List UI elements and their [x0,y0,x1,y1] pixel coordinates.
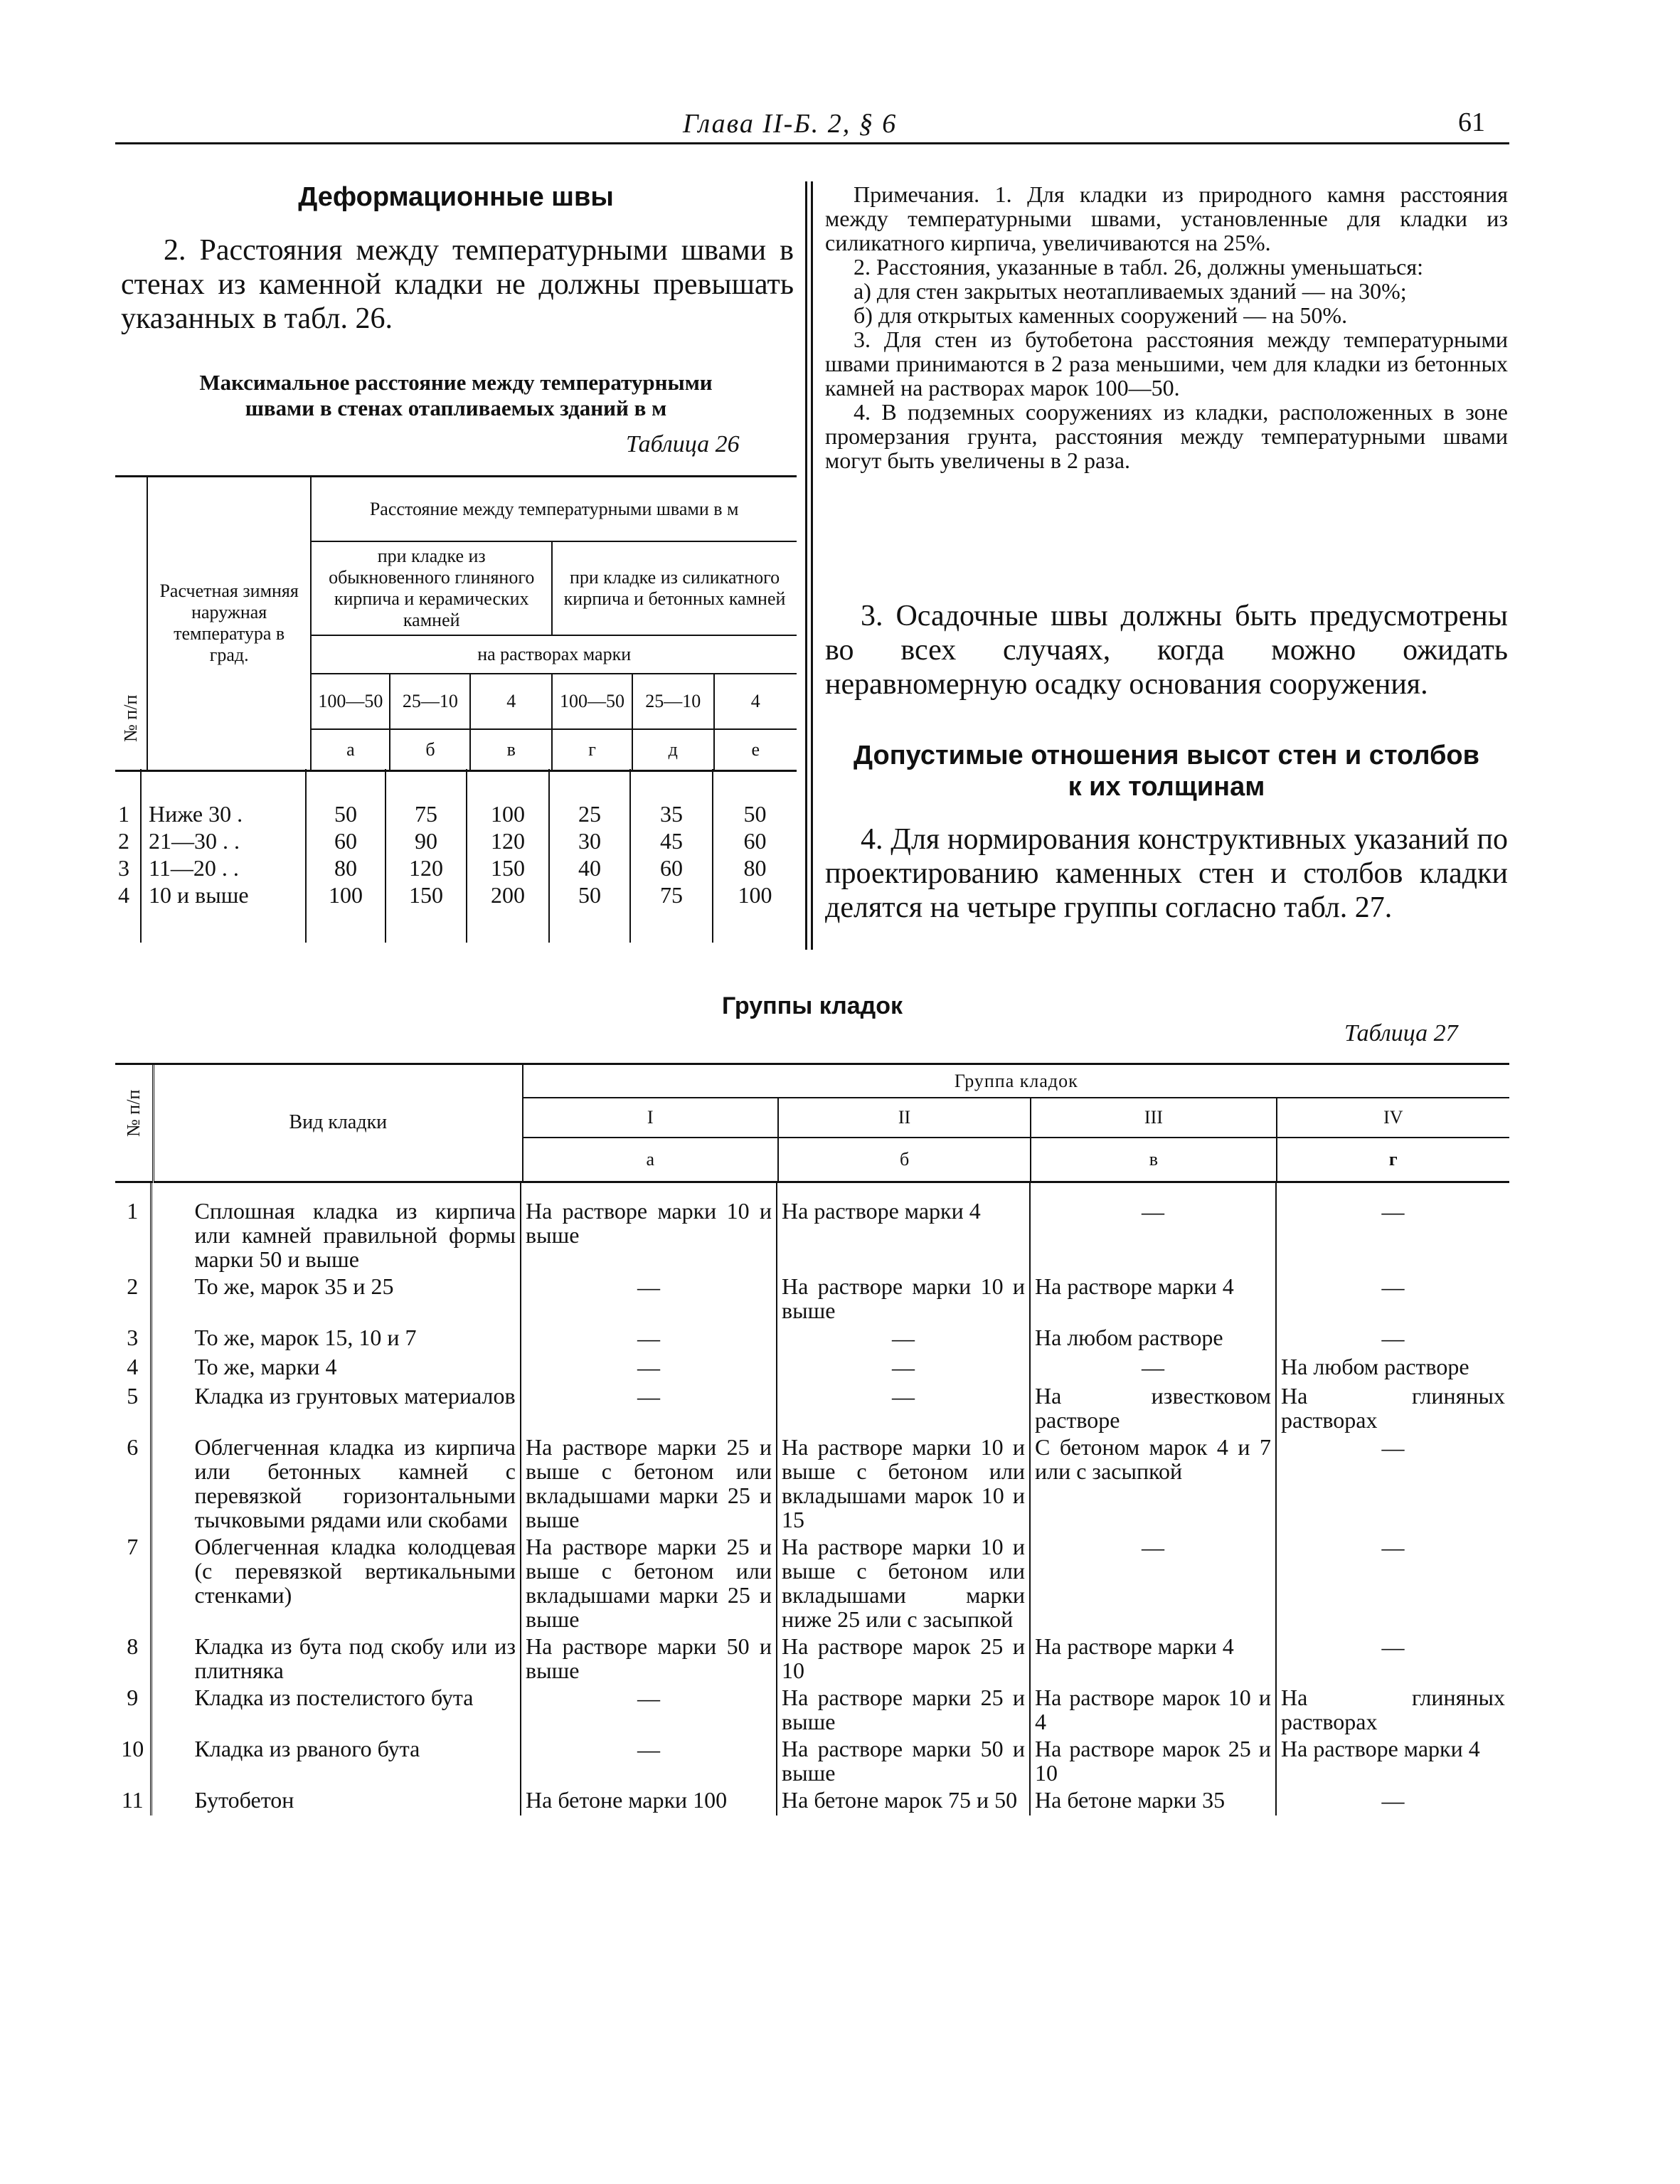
t26-cell: 50 [306,800,386,827]
heading-2-line1: Допустимые отношения высот стен и столбов [853,741,1479,770]
t26-cell: 200 [467,881,549,908]
t27-cell: На растворе марки 10 и выше [521,1197,777,1273]
t26-cell: 80 [306,854,386,881]
t26-letter-e: е [751,738,760,760]
t27-cell: — [1030,1533,1276,1633]
t27-cell: На бетоне марок 75 и 50 [777,1786,1030,1815]
table26-caption-line1: Максимальное расстояние между температурными [199,370,713,395]
t26-row-temp: Ниже 30 . [141,800,306,827]
t27-row-kind: Кладка из рваного бута [151,1735,521,1786]
t26-cell: 80 [743,854,767,881]
t27-cell: — [521,1324,777,1353]
t27-row-num: 1 [115,1197,151,1273]
note-3: 3. Для стен из бутобетона расстояния между температурными швами принимаются в 2 раза меньшими, чем для кладки из бетонных камней на растворах марок 100—50. [825,327,1508,401]
t27-cell: На растворе марки 50 и выше [521,1633,777,1684]
t27-cell: На известковом растворе [1030,1382,1276,1433]
page-number: 61 [1458,107,1485,137]
t26-letter-v: в [470,729,552,770]
t26-row-temp: 10 и выше [141,881,306,908]
t27-cell: С бетоном марок 4 и 7 или с засыпкой [1030,1433,1276,1533]
t26-letter-g: г [552,729,632,770]
t26-row [115,854,797,881]
header-rule [115,142,1509,144]
t27-row-num: 11 [115,1786,151,1815]
section-heading: Деформационные швы [298,182,614,212]
table-row [115,1633,1509,1684]
t26-mark-5: 25—10 [632,674,714,729]
notes-block [825,182,1508,472]
table-row [115,1533,1509,1633]
t27-cell: — [521,1273,777,1324]
t27-letter-g: г [1388,1148,1398,1170]
t26-row-num: 1 [115,800,141,827]
t27-row-num: 4 [115,1353,151,1382]
t26-row-temp: 21—30 . . [141,827,306,854]
t27-cell: — [777,1353,1030,1382]
table27-label: Таблица 27 [1344,1020,1458,1046]
t27-row-kind: Сплошная кладка из кирпича или камней правильной формы марки 50 и выше [151,1197,521,1273]
t27-cell: На растворе марки 50 и выше [777,1735,1030,1786]
t26-head-distance: Расстояние между температурными швами в м [311,477,797,541]
paragraph-2: 2. Расстояния между температурными швами в стенах из каменной кладки не должны превышать указанных в табл. 26. [121,234,794,335]
t27-cell: — [1381,1273,1405,1300]
t27-cell: На растворе марки 4 [1030,1273,1276,1324]
t27-cell: — [1381,1787,1405,1813]
t27-row-num: 8 [115,1633,151,1684]
note-2: 2. Расстояния, указанные в табл. 26, должны уменьшаться: [854,254,1423,280]
table-row [115,1382,1509,1433]
t27-cell: — [521,1353,777,1382]
t26-cell: 40 [549,854,630,881]
table-26 [115,475,797,943]
t27-cell: На любом растворе [1281,1353,1469,1379]
t27-cell: На растворе марок 10 и 4 [1030,1684,1276,1735]
t27-row-num: 10 [115,1735,151,1786]
t26-mark-1: 100—50 [311,674,390,729]
heading-2 [825,740,1508,802]
t27-cell: На растворе марки 4 [1281,1735,1480,1761]
t27-cell: — [1381,1434,1405,1461]
t27-row-kind: То же, марок 35 и 25 [151,1273,521,1324]
t26-cell: 150 [386,881,467,908]
t26-cell: 45 [630,827,713,854]
t26-head-silicate: при кладке из силикатного кирпича и бетонных камней [552,541,797,635]
t27-cell: На бетоне марки 100 [521,1786,777,1815]
t27-cell: На бетоне марки 35 [1030,1786,1276,1815]
t27-row-num: 3 [115,1324,151,1353]
t26-cell: 30 [549,827,630,854]
table27-caption: Группы кладок [721,992,903,1019]
t26-cell: 120 [386,854,467,881]
t26-cell: 120 [467,827,549,854]
t26-row [115,881,797,908]
t27-cell: На любом растворе [1030,1324,1276,1353]
t27-row-num: 5 [115,1382,151,1433]
t26-cell: 90 [386,827,467,854]
note-2a: а) для стен закрытых неотапливаемых зданий — на 30%; [854,278,1407,304]
t27-group-4: IV [1277,1098,1509,1138]
table-27 [115,1063,1509,1815]
table-row [115,1197,1509,1273]
t26-cell: 75 [386,800,467,827]
t27-letter-b: б [778,1138,1031,1182]
table-row [115,1324,1509,1353]
t26-cell: 150 [467,854,549,881]
t27-row-kind: Кладка из грунтовых материалов [151,1382,521,1433]
t26-mark-6: 4 [714,674,797,729]
t27-cell: — [521,1735,777,1786]
t27-cell: На растворе марки 25 и выше с бетоном или вкладышами марки 25 и выше [521,1433,777,1533]
t27-group-2: II [778,1098,1031,1138]
t27-row-num: 7 [115,1533,151,1633]
column-divider-2 [811,181,813,950]
t27-row-kind: Облегченная кладка колодцевая (с перевязкой вертикальными стенками) [151,1533,521,1633]
t27-head-kind: Вид кладки [154,1065,523,1182]
t27-cell: — [1030,1197,1276,1273]
t26-mark-3: 4 [470,674,552,729]
t27-row-kind: Кладка из бута под скобу или из плитняка [151,1633,521,1684]
t26-cell: 100 [738,881,772,908]
t27-cell: На растворе марок 25 и 10 [777,1633,1030,1684]
t26-head-mortar: на растворах марки [311,635,797,674]
note-2b: б) для открытых каменных сооружений — на 50%. [854,302,1348,328]
t27-row-num: 9 [115,1684,151,1735]
t26-cell: 50 [743,800,767,827]
t26-letter-b: б [390,729,470,770]
table26-caption-line2: швами в стенах отапливаемых зданий в м [245,396,667,420]
note-4: 4. В подземных сооружениях из кладки, расположенных в зоне промерзания грунта, расстояния между температурными швами могут быть увеличены в 2 раза. [825,399,1508,473]
t26-mark-4: 100—50 [552,674,632,729]
t26-letter-d: д [632,729,714,770]
t27-row-kind: То же, марок 15, 10 и 7 [151,1324,521,1353]
t26-letter-a: а [311,729,390,770]
t27-cell: На растворе марки 4 [1030,1633,1276,1684]
table-row [115,1786,1509,1815]
t27-row-kind: Облегченная кладка из кирпича или бетонных камней с перевязкой горизонтальными тычковыми рядами или скобами [151,1433,521,1533]
t26-mark-2: 25—10 [390,674,470,729]
t26-cell: 50 [549,881,630,908]
table-row [115,1735,1509,1786]
t27-group-3: III [1031,1098,1276,1138]
t27-cell: — [777,1324,1030,1353]
table26-caption [115,370,797,421]
table26-label: Таблица 26 [626,431,740,457]
t26-cell: 60 [743,827,767,854]
t27-cell: На растворе марки 25 и выше с бетоном или вкладышами марки 25 и выше [521,1533,777,1633]
t27-cell: На глиняных растворах [1281,1684,1505,1734]
t27-row-kind: Бутобетон [151,1786,521,1815]
heading-2-line2: к их толщинам [1068,772,1265,802]
table-row [115,1273,1509,1324]
t27-cell: — [521,1382,777,1433]
t26-row [115,800,797,827]
t27-cell: На растворе марки 4 [777,1197,1030,1273]
t27-head-num: № п/п [115,1065,154,1182]
t26-cell: 100 [306,881,386,908]
column-divider [805,181,807,950]
t26-cell: 75 [630,881,713,908]
t27-cell: — [521,1684,777,1735]
t27-cell: — [1381,1198,1405,1224]
t26-row [115,827,797,854]
t26-cell: 60 [306,827,386,854]
t26-row-num: 2 [115,827,141,854]
note-1: Примечания. 1. Для кладки из природного камня расстояния между температурными швами, установленные для кладки из силикатного кирпича, увеличиваются на 25%. [825,181,1508,255]
t26-cell: 60 [630,854,713,881]
t26-cell: 100 [467,800,549,827]
table-row [115,1433,1509,1533]
t26-cell: 35 [630,800,713,827]
t27-group-1: I [523,1098,778,1138]
t27-cell: На растворе марки 10 и выше [777,1273,1030,1324]
t27-row-num: 2 [115,1273,151,1324]
t27-cell: На глиняных растворах [1281,1382,1505,1433]
t27-cell: На растворе марки 25 и выше [777,1684,1030,1735]
t26-head-clay: при кладке из обыкновенного глиняного кирпича и керамических камней [311,541,552,635]
t27-cell: — [1030,1353,1276,1382]
t26-row-temp: 11—20 . . [141,854,306,881]
paragraph-4: 4. Для нормирования конструктивных указаний по проектированию каменных стен и столбов кладки делятся на четыре группы согласно табл. 27. [825,823,1508,924]
t27-cell: — [1381,1633,1405,1660]
paragraph-3: 3. Осадочные швы должны быть предусмотрены во всех случаях, когда можно ожидать неравномерную осадку основания сооружения. [825,600,1508,701]
t27-cell: — [777,1382,1030,1433]
t26-head-temp: Расчетная зимняя наружная температура в град. [147,477,311,770]
t26-row-num: 3 [115,854,141,881]
t27-row-num: 6 [115,1433,151,1533]
t27-cell: — [1381,1325,1405,1351]
t27-cell: — [1381,1534,1405,1560]
t27-row-kind: То же, марки 4 [151,1353,521,1382]
t26-head-num: № п/п [115,477,147,770]
t26-row-num: 4 [115,881,141,908]
t27-cell: На растворе марок 25 и 10 [1030,1735,1276,1786]
t27-head-group: Группа кладок [523,1065,1509,1098]
running-header-title: Глава II-Б. 2, § 6 [683,109,898,139]
t27-letter-a: а [523,1138,778,1182]
t26-cell: 25 [549,800,630,827]
t27-letter-v: в [1031,1138,1276,1182]
table-row [115,1353,1509,1382]
t27-cell: На растворе марки 10 и выше с бетоном или вкладышами марки ниже 25 или с засыпкой [777,1533,1030,1633]
table-row [115,1684,1509,1735]
t27-row-kind: Кладка из постелистого бута [151,1684,521,1735]
t27-cell: На растворе марки 10 и выше с бетоном или вкладышами марок 10 и 15 [777,1433,1030,1533]
